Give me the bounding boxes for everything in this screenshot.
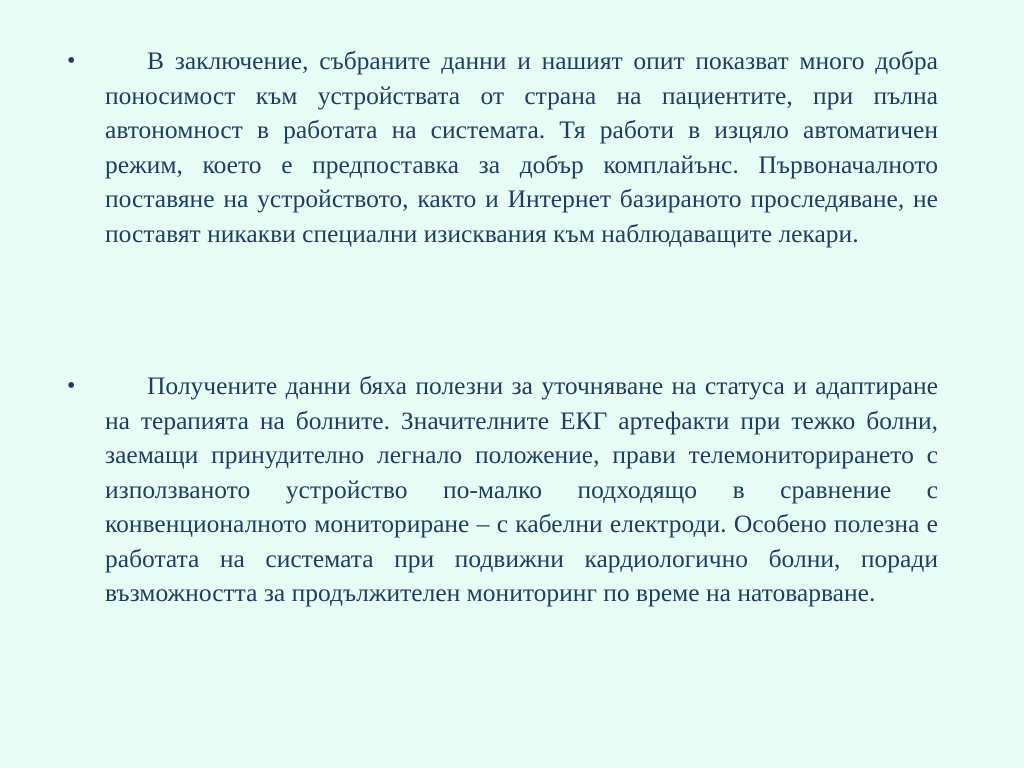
bullet-marker: • (67, 373, 76, 399)
bullet-text-conclusion: В заключение, събраните данни и нашият опит показват много добра поносимост към устройствата от страна на пациентите, при пълна автономност в работата на системата. Тя работи в изцяло автоматичен режим, което е предпоставка за добър комплайънс. Първоначалното поставяне на устройството, както и Интернет базираното проследяване, не поставят никакви специални изисквания към наблюдаващите лекари. (105, 46, 938, 248)
bullet-marker: • (67, 48, 76, 74)
bullet-text-results: Получените данни бяха полезни за уточняване на статуса и адаптиране на терапията на болните. Значителните ЕКГ артефакти при тежко болни, заемащи принудително легнало положение, прави телемониторирането с използваното устройство по-малко подходящо в сравнение с конвенционалното мониториране – с кабелни електроди. Особено полезна е работата на системата при подвижни кардиологично болни, поради възможността за продължителен мониторинг по време на натоварване. (105, 371, 938, 607)
